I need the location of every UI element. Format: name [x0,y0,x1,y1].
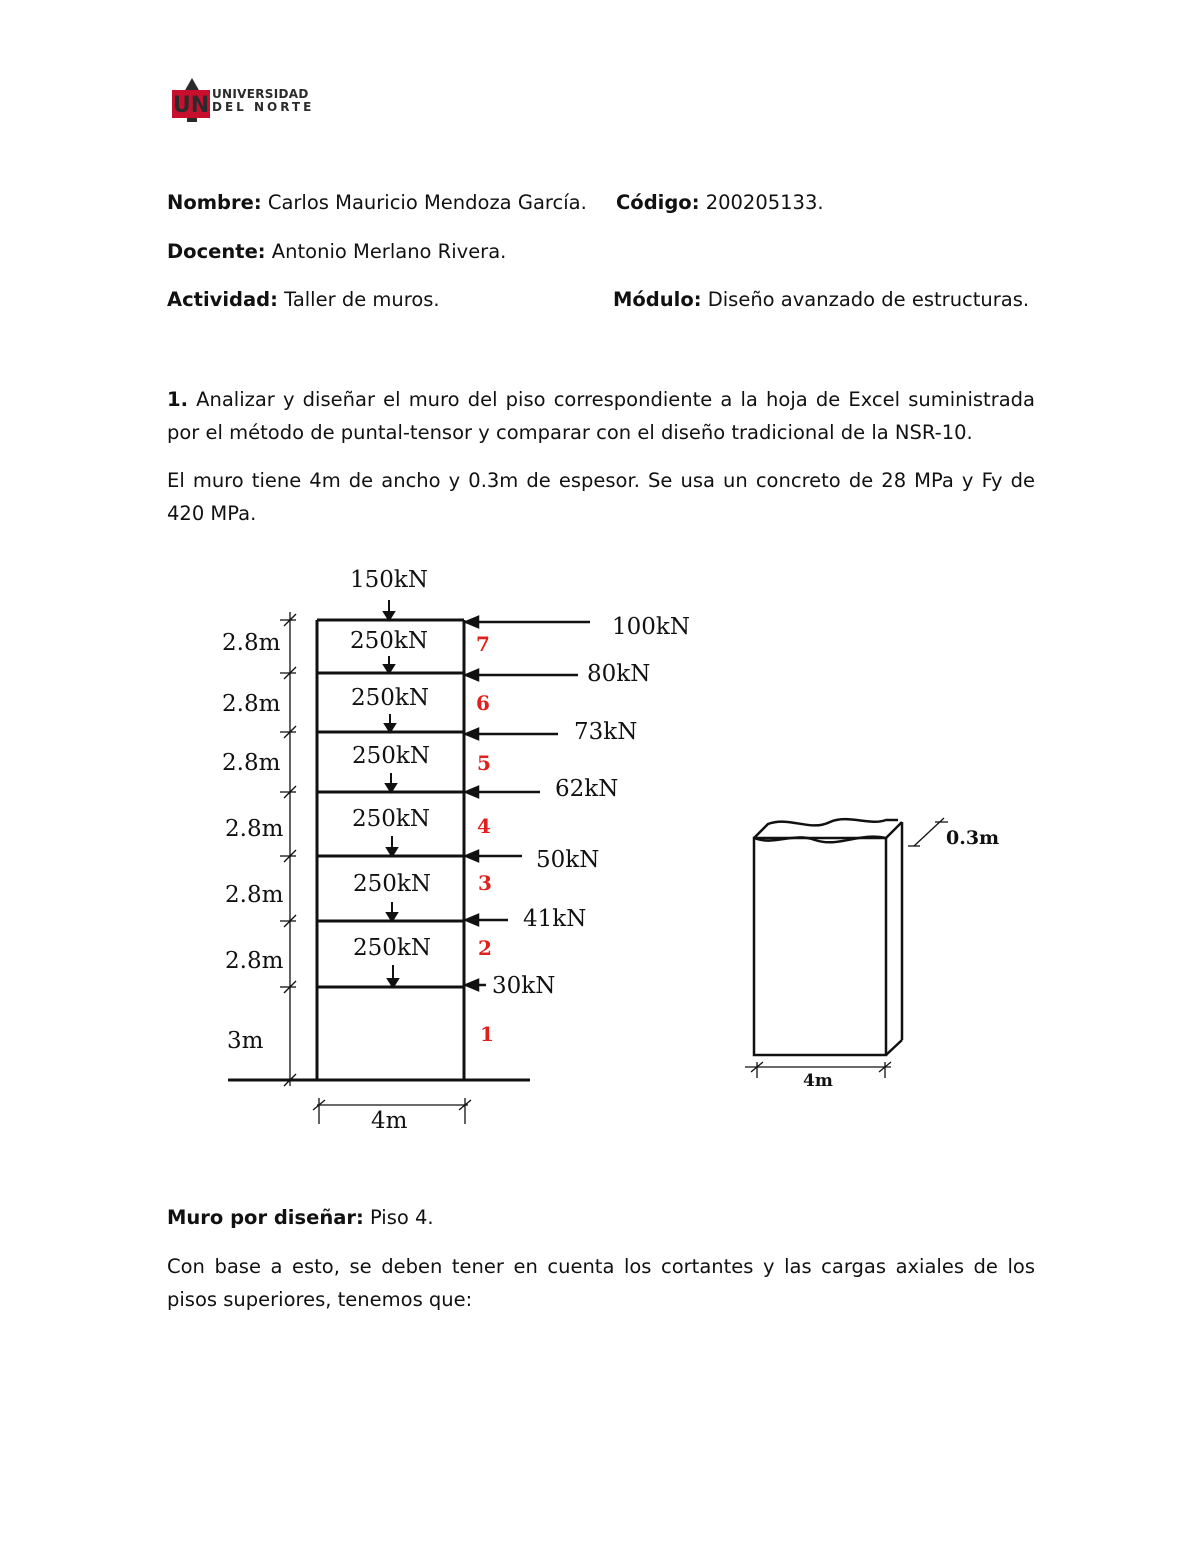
logo-mark-text: UN [172,93,210,118]
floor-number-3: 3 [478,871,492,895]
wall-width-label: 4m [803,1071,833,1091]
story-height-6: 2.8m [222,691,281,717]
actividad-value: Taller de muros. [277,288,440,311]
floor-axial-load-5: 250kN [352,743,430,769]
lateral-load-1: 30kN [492,973,556,999]
floor-axial-load-4: 250kN [352,806,430,832]
building-width-label: 4m [371,1108,408,1134]
floor-number-5: 5 [477,751,491,775]
modulo-label: Módulo: [613,288,702,311]
codigo-value: 200205133. [699,191,824,214]
wall-thickness-label: 0.3m [946,827,1000,849]
story-height-5: 2.8m [222,750,281,776]
floor-number-7: 7 [476,632,490,656]
floor-number-1: 1 [480,1022,494,1046]
floor-number-6: 6 [476,691,490,715]
docente-label: Docente: [167,240,266,263]
problem-data: El muro tiene 4m de ancho y 0.3m de espesor. Se usa un concreto de 28 MPa y Fy de 420 MPa. [167,469,1035,525]
lateral-load-7: 100kN [612,614,690,640]
logo-line-1: UNIVERSIDAD [212,87,309,101]
design-label: Muro por diseñar: [167,1206,364,1229]
lateral-load-2: 41kN [523,906,587,932]
story-height-1: 3m [227,1028,264,1054]
top-axial-load-label: 150kN [350,567,428,593]
lateral-load-3: 50kN [536,847,600,873]
logo-line-2: DEL NORTE [212,100,315,114]
lateral-load-6: 80kN [587,661,651,687]
floor-axial-load-6: 250kN [351,685,429,711]
floor-axial-load-2: 250kN [353,935,431,961]
story-height-2: 2.8m [225,948,284,974]
design-line [167,1206,434,1230]
modulo-value: Diseño avanzado de estructuras. [701,288,1030,311]
nombre-label: Nombre: [167,191,262,214]
design-conclusion: Con base a esto, se deben tener en cuenta los cortantes y las cargas axiales de los pisos superiores, tenemos que: [167,1255,1035,1311]
story-height-7: 2.8m [222,630,281,656]
problem-text: Analizar y diseñar el muro del piso correspondiente a la hoja de Excel suministrada por el método de puntal-tensor y comparar con el diseño tradicional de la NSR-10. [167,388,1035,444]
lateral-load-4: 62kN [555,776,619,802]
floor-number-4: 4 [477,814,491,838]
wall-isometric [754,819,902,1055]
floor-axial-load-7: 250kN [350,628,428,654]
floor-axial-load-3: 250kN [353,871,431,897]
nombre-value: Carlos Mauricio Mendoza García. [261,191,587,214]
floor-number-2: 2 [478,936,492,960]
problem-number: 1. [167,388,188,411]
story-height-3: 2.8m [225,882,284,908]
actividad-label: Actividad: [167,288,278,311]
design-value: Piso 4. [363,1206,434,1229]
codigo-label: Código: [616,191,700,214]
docente-value: Antonio Merlano Rivera. [265,240,507,263]
lateral-load-5: 73kN [574,719,638,745]
story-height-4: 2.8m [225,816,284,842]
